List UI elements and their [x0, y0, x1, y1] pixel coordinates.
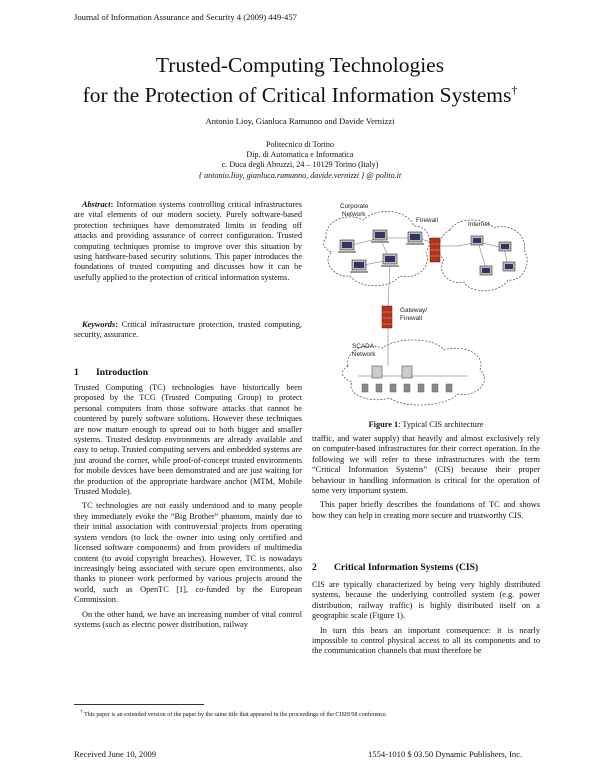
scada-devices: [358, 366, 468, 392]
internet-computer-3: [503, 262, 515, 271]
title-dagger: †: [511, 83, 518, 97]
affil-email: { antonio.lioy, gianluca.ramunno, davide.vernizzi } @ polito.it: [198, 170, 402, 180]
keywords: Keywords: Critical infrastructure protection, trusted computing, security, assurance.: [74, 320, 302, 340]
internet-computer-1: [471, 236, 483, 245]
section-2-heading: [312, 562, 478, 573]
section-1-number: 1: [74, 367, 79, 378]
corporate-computer-1: [338, 240, 356, 253]
abstract-text: Information systems controlling critical infrastructures are vital elements of our modern society. Purely software-based protection techniques have demonstrated limits in fending off attacks and providing assurance of correct configuration. Trusted computing techniques promise to improve over this situation by using hardware-based security solutions. This paper introduces the foundations of trusted computing and discusses how it can be usefully applied to the protection of critical information systems.: [74, 200, 302, 282]
section-2-title: Critical Information Systems (CIS): [334, 562, 479, 573]
journal-header: Journal of Information Assurance and Security 4 (2009) 449-457: [74, 12, 297, 22]
title-line-2: [40, 78, 560, 108]
label-corporate-1: Corporate: [340, 203, 369, 210]
footnote: [80, 709, 387, 718]
right-paragraph-1: traffic, and water supply) that heavily and almost exclusively rely on computer-based infrastructures for their correct operation. In the following we will refer to these infrastructures with the term “Critical Information Systems” (CIS) because their proper behaviour in handling information is critical for the operation of some very important system.: [312, 434, 540, 496]
affil-line-2: Dip. di Automatica e Informatica: [246, 150, 354, 160]
label-firewall: Firewall: [416, 217, 439, 224]
firewall-icon: [430, 238, 440, 262]
affiliation: [0, 140, 600, 181]
keywords-label: Keywords: [82, 320, 116, 329]
footnote-rule: [74, 704, 204, 705]
cis-body: [312, 580, 540, 657]
gateway-firewall-icon: [382, 306, 392, 328]
corporate-cloud: [324, 211, 430, 285]
paper-title: [40, 53, 560, 108]
cis-paragraph-1: CIS are typically characterized by being very highly distributed systems, because the underlying controlled system (e.g. power distribution, railway traffic) is highly distributed itself on a geographic scale (Figure 1).: [312, 580, 540, 621]
affil-line-3: c. Duca degli Abruzzi, 24 – 10129 Torino (Italy): [221, 160, 379, 170]
section-1-title: Introduction: [96, 367, 149, 378]
intro-paragraph-1: Trusted Computing (TC) technologies have historically been proposed by the TCG (Trusted Computing Group) to protect personal computers from those software attacks that cannot be countered by purely software solutions. However these techniques are now mature enough to spread out to both bigger and smaller systems. Trusted desktop environments are already available and easy to setup. Trusted computing servers and embedded systems are just around the corner, while proof-of-concept trusted environments for mobile devices have been demonstrated and are just waiting for the production of the appropriate hardware anchor (MTM, Mobile Trusted Module).: [74, 383, 302, 497]
label-scada-1: SCADA: [352, 343, 375, 350]
publisher-info: 1554-1010 $ 03.50 Dynamic Publishers, Inc.: [368, 749, 523, 759]
label-scada-2: Network: [352, 351, 376, 358]
label-corporate-2: Network: [342, 211, 366, 218]
cis-paragraph-2: In turn this bears an important consequence: it is nearly impossible to control physical access to all its components and to the communication channels that must therefore be: [312, 625, 540, 656]
corporate-computer-4: [350, 260, 368, 273]
figure-label: Figure 1: [368, 420, 399, 429]
received-date: Received June 10, 2009: [74, 749, 157, 759]
right-paragraph-2: This paper briefly describes the foundations of TC and shows how they can help in creating more secure and trustworthy CIS.: [312, 500, 540, 520]
abstract: Abstract: Information systems controlling critical infrastructures are vital elements of our modern society. Purely software-based protection techniques have demonstrated limits in fending off attacks and providing assurance of correct configuration. Trusted computing techniques promise to improve over this situation by using hardware-based security solutions. This paper introduces the foundations of trusted computing and discusses how it can be usefully applied to the protection of critical information systems.: [74, 200, 302, 282]
corporate-computer-3: [381, 254, 399, 267]
authors: Antonio Lioy, Gianluca Ramunno and Davide Vernizzi: [205, 116, 395, 126]
figure-caption: [312, 420, 540, 429]
footnote-text: This paper is an extended version of the paper by the same title that appeared in the proceedings of the CISIS'08 conference.: [83, 712, 388, 719]
section-1-heading: [74, 367, 148, 378]
cis-architecture-figure: [318, 198, 532, 416]
intro-paragraph-2: TC technologies are not easily understood and to many people they immediately evoke the “Big Brother” phantom, mainly due to their initial association with controversial projects from operating system vendors (to lock the owner into using only certified and licensed software components) and from providers of multimedia content (to avoid copyright breaches). However, TC is nowadays increasingly being associated with secure open environments, also thanks to pioneer work performed by various projects around the world, such as OpenTC [1], co-funded by the European Commission.: [74, 501, 302, 605]
right-column-intro: [312, 434, 540, 521]
label-gateway-2: Firewall: [400, 315, 423, 322]
label-gateway-1: Gateway/: [400, 307, 427, 314]
internet-computer-2: [499, 242, 511, 251]
intro-body: [74, 383, 302, 630]
title-line-1: Trusted-Computing Technologies: [155, 53, 445, 77]
title-line-2-text: for the Protection of Critical Information Systems: [82, 83, 512, 108]
intro-paragraph-3: On the other hand, we have an increasing number of vital control systems (such as electric power distribution, railway: [74, 609, 302, 629]
corporate-computer-5: [406, 232, 424, 245]
keywords-text: Critical infrastructure protection, trusted computing, security, assurance.: [74, 320, 302, 340]
footnote-mark: †: [80, 709, 83, 715]
affil-line-1: Politecnico di Torino: [265, 140, 335, 149]
figure-caption-text: : Typical CIS architecture: [398, 420, 484, 429]
internet-computer-4: [480, 266, 492, 275]
corporate-computer-2: [371, 230, 389, 243]
label-internet: Internet: [468, 221, 490, 228]
section-2-number: 2: [312, 562, 317, 573]
abstract-label: Abstract: [82, 200, 111, 209]
internet-cloud: [439, 220, 527, 291]
